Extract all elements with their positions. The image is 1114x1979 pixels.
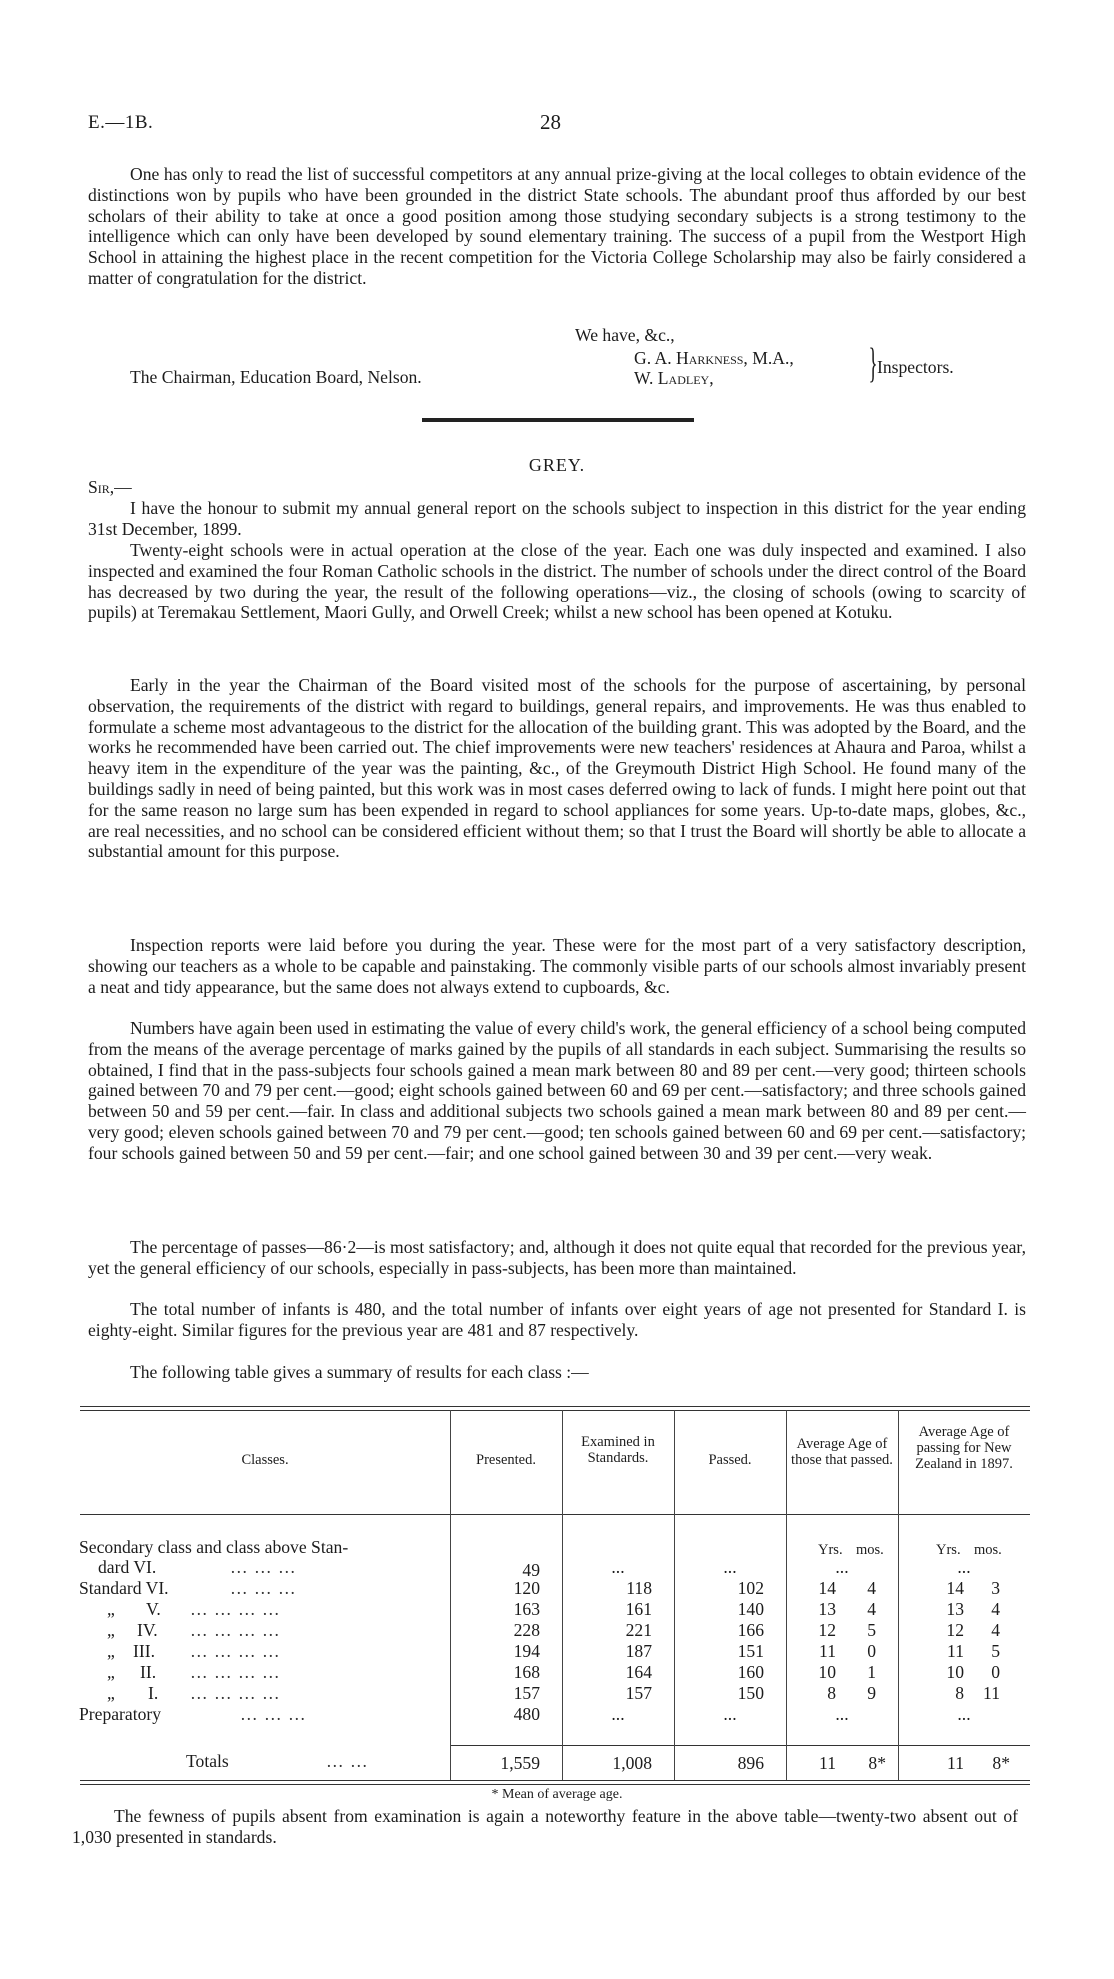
leader-dots: … … (326, 1751, 369, 1771)
cell-nz-years: ... (957, 1704, 971, 1724)
row-label: Preparatory (79, 1704, 162, 1724)
cell-passed: 102 (737, 1578, 764, 1598)
leader-dots: … … … (230, 1578, 297, 1598)
cell-age-years: 10 (818, 1662, 836, 1682)
row-label: I. (148, 1683, 159, 1703)
cell-examined: 164 (625, 1662, 652, 1682)
header-average-age-nz: Average Age of passing for New Zealand in 1897. (915, 1424, 1013, 1472)
report-paragraph: The following table gives a summary of results for each class :— (130, 1362, 589, 1382)
ditto-mark: „ (107, 1599, 115, 1619)
cell-nz-months: 4 (991, 1599, 1000, 1619)
cell-nz-years: 13 (946, 1599, 964, 1619)
unit-yrs: Yrs. (818, 1542, 843, 1558)
cell-passed: ... (723, 1704, 737, 1724)
report-paragraph: Twenty-eight schools were in actual operation at the close of the year. Each one was duly inspected and examined. I also inspected and examined the four Roman Catholic schools in the district. The number of schools under the direct control of the Board has decreased by two during the year, the result of the following operations—viz., the closing of schools (owing to scarcity of pupils) at Teremakau Settlement, Maori Gully, and Orwell Creek; whilst a new school has been opened at Kotuku. (88, 540, 1026, 623)
signoff-title: Inspectors. (877, 357, 954, 377)
table-footnote: * Mean of average age. (491, 1787, 623, 1802)
section-title: GREY. (528, 455, 586, 475)
report-paragraph: Early in the year the Chairman of the Board visited most of the schools for the purpose of ascertaining, by personal observation, the requirements of the district with regard to buildings, general repairs, and improvements. He was thus enabled to formulate a scheme most advantageous to the district for the allocation of the building grant. This was adopted by the Board, and the works he recommended have been carried out. The chief improvements were new teachers' residences at Ahaura and Paroa, whilst a heavy item in the expenditure of the year was the painting, &c., of the Greymouth District High School. He found many of the buildings sadly in need of being painted, but this work was in most cases deferred owing to lack of funds. I might here point out that for the same reason no large sum has been expended in regard to school appliances for some years. Up-to-date maps, globes, &c., are real necessities, and no school can be considered efficient without them; so that I trust the Board will shortly be able to allocate a substantial amount for this purpose. (88, 675, 1026, 862)
cell-presented: 49 (522, 1560, 540, 1580)
cell-age-months: 4 (867, 1578, 876, 1598)
cell-age-years: 8 (827, 1683, 836, 1703)
header-average-age: Average Age of those that passed. (791, 1436, 893, 1468)
cell-presented: 228 (513, 1620, 540, 1640)
row-label: Secondary class and class above Stan- (79, 1537, 349, 1557)
leader-dots: … … … … (190, 1599, 281, 1619)
table-rule (450, 1745, 1030, 1746)
cell-nz-years: 12 (946, 1620, 964, 1640)
cell-passed: 160 (737, 1662, 764, 1682)
row-label: dard VI. (98, 1557, 157, 1577)
cell-examined: 221 (625, 1620, 652, 1640)
signoff-name-2: W. Ladley, (634, 368, 714, 388)
table-column-rule (450, 1410, 451, 1780)
report-paragraph: The total number of infants is 480, and the total number of infants over eight years of age not presented for Standard I. is eighty-eight. Similar figures for the previous year are 481 and 87 respectively. (88, 1299, 1026, 1340)
table-rule (80, 1784, 1030, 1785)
cell-nz-months: 3 (991, 1578, 1000, 1598)
cell-passed: 166 (737, 1620, 764, 1640)
cell-age-months: 0 (867, 1641, 876, 1661)
total-nz-years: 11 (947, 1753, 964, 1773)
ditto-mark: „ (107, 1662, 115, 1682)
total-age-months: 8* (868, 1753, 886, 1773)
intro-paragraph: One has only to read the list of successful competitors at any annual prize-giving at the local colleges to obtain evidence of the distinctions won by pupils who have been grounded in the district State schools. The abundant proof thus afforded by our best scholars of their ability to take at once a good position among those studying secondary subjects is a strong testimony to the intelligence which can only have been developed by sound elementary training. The success of a pupil from the Westport High School in attaining the highest place in the recent competition for the Victoria College Scholarship may also be fairly considered a matter of congratulation for the district. (88, 164, 1026, 288)
cell-examined: 118 (626, 1578, 652, 1598)
cell-examined: ... (611, 1704, 625, 1724)
total-passed: 896 (737, 1753, 764, 1773)
cell-age-years: 13 (818, 1599, 836, 1619)
cell-age-months: 4 (867, 1599, 876, 1619)
cell-nz-years: 11 (947, 1641, 964, 1661)
cell-presented: 163 (513, 1599, 540, 1619)
header-presented: Presented. (476, 1452, 536, 1468)
cell-examined: 161 (625, 1599, 652, 1619)
cell-age-years: ... (835, 1557, 849, 1577)
cell-presented: 120 (513, 1578, 540, 1598)
cell-presented: 157 (513, 1683, 540, 1703)
leader-dots: … … … … (190, 1683, 281, 1703)
signoff-addressee: The Chairman, Education Board, Nelson. (130, 367, 422, 387)
cell-passed: 150 (737, 1683, 764, 1703)
cell-age-years: 12 (818, 1620, 836, 1640)
signoff-closing: We have, &c., (575, 325, 675, 345)
ditto-mark: „ (107, 1620, 115, 1640)
unit-mos: mos. (974, 1542, 1002, 1558)
unit-yrs: Yrs. (936, 1542, 961, 1558)
salutation: Sir,— (88, 477, 132, 497)
cell-age-years: 11 (819, 1641, 836, 1661)
total-nz-months: 8* (992, 1753, 1010, 1773)
table-column-rule (786, 1410, 787, 1780)
table-rule (80, 1406, 1030, 1407)
row-label: V. (146, 1599, 161, 1619)
leader-dots: … … … (230, 1557, 297, 1577)
header-examined: Examined in Standards. (581, 1434, 655, 1466)
report-paragraph: I have the honour to submit my annual general report on the schools subject to inspection in this district for the year ending 31st December, 1899. (88, 498, 1026, 539)
ditto-mark: „ (107, 1641, 115, 1661)
cell-presented: 194 (513, 1641, 540, 1661)
row-label: III. (133, 1641, 155, 1661)
signoff-brace: } (868, 341, 878, 387)
row-label: II. (140, 1662, 157, 1682)
unit-mos: mos. (856, 1542, 884, 1558)
page-number: 28 (540, 110, 561, 134)
cell-nz-months: 4 (991, 1620, 1000, 1640)
closing-paragraph: The fewness of pupils absent from examination is again a noteworthy feature in the above table—twenty-two absent out of 1,030 presented in standards. (72, 1806, 1018, 1847)
table-rule (80, 1780, 1030, 1781)
leader-dots: … … … … (190, 1620, 281, 1640)
table-rule (80, 1410, 1030, 1411)
cell-presented: 480 (513, 1704, 540, 1724)
cell-nz-years: 10 (946, 1662, 964, 1682)
total-examined: 1,008 (612, 1753, 652, 1773)
section-divider (422, 418, 694, 422)
row-label: Standard VI. (79, 1578, 169, 1598)
cell-age-years: ... (835, 1704, 849, 1724)
cell-nz-years: 8 (955, 1683, 964, 1703)
header-passed: Passed. (708, 1452, 752, 1468)
cell-nz-months: 5 (991, 1641, 1000, 1661)
report-paragraph: The percentage of passes—86·2—is most satisfactory; and, although it does not quite equal that recorded for the previous year, yet the general efficiency of our schools, especially in pass-subjects, has been more than maintained. (88, 1237, 1026, 1278)
cell-nz-years: 14 (946, 1578, 964, 1598)
cell-passed: ... (723, 1557, 737, 1577)
table-column-rule (898, 1410, 899, 1780)
table-column-rule (562, 1410, 563, 1780)
cell-examined: 187 (625, 1641, 652, 1661)
total-age-years: 11 (819, 1753, 836, 1773)
cell-age-months: 9 (867, 1683, 876, 1703)
cell-age-months: 1 (867, 1662, 876, 1682)
cell-nz-months: 11 (983, 1683, 1000, 1703)
cell-age-years: 14 (818, 1578, 836, 1598)
report-paragraph: Numbers have again been used in estimating the value of every child's work, the general efficiency of a school being computed from the means of the average percentage of marks gained by the pupils of all standards in each subject. Summarising the results so obtained, I find that in the pass-subjects four schools gained a mean mark between 80 and 89 per cent.—very good; thirteen schools gained between 70 and 79 per cent.—good; eight schools gained between 60 and 69 per cent.—satisfactory; and three schools gained between 50 and 59 per cent.—fair. In class and additional subjects two schools gained a mean mark between 80 and 89 per cent.—very good; eleven schools gained between 70 and 79 per cent.—good; ten schools gained between 60 and 69 per cent.—satisfactory; four schools gained between 50 and 59 per cent.—fair; and one school gained between 30 and 39 per cent.—very weak. (88, 1018, 1026, 1163)
table-column-rule (674, 1410, 675, 1780)
total-presented: 1,559 (500, 1753, 540, 1773)
series-header: E.—1B. (88, 112, 154, 133)
cell-age-months: 5 (867, 1620, 876, 1640)
report-paragraph: Inspection reports were laid before you during the year. These were for the most part of a very satisfactory description, showing our teachers as a whole to be capable and painstaking. The commonly visible parts of our schools almost invariably present a neat and tidy appearance, but the same does not always extend to cupboards, &c. (88, 935, 1026, 997)
cell-examined: ... (611, 1557, 625, 1577)
signoff-name-1: G. A. Harkness, M.A., (634, 348, 794, 368)
cell-passed: 140 (737, 1599, 764, 1619)
cell-presented: 168 (513, 1662, 540, 1682)
cell-examined: 157 (625, 1683, 652, 1703)
leader-dots: … … … … (190, 1662, 281, 1682)
leader-dots: … … … … (190, 1641, 281, 1661)
leader-dots: … … … (240, 1704, 307, 1724)
header-classes: Classes. (241, 1452, 289, 1468)
cell-passed: 151 (737, 1641, 764, 1661)
table-rule (80, 1514, 1030, 1515)
ditto-mark: „ (107, 1683, 115, 1703)
row-label: IV. (137, 1620, 158, 1640)
cell-nz-months: 0 (991, 1662, 1000, 1682)
cell-nz-years: ... (957, 1557, 971, 1577)
totals-label: Totals (186, 1751, 229, 1771)
